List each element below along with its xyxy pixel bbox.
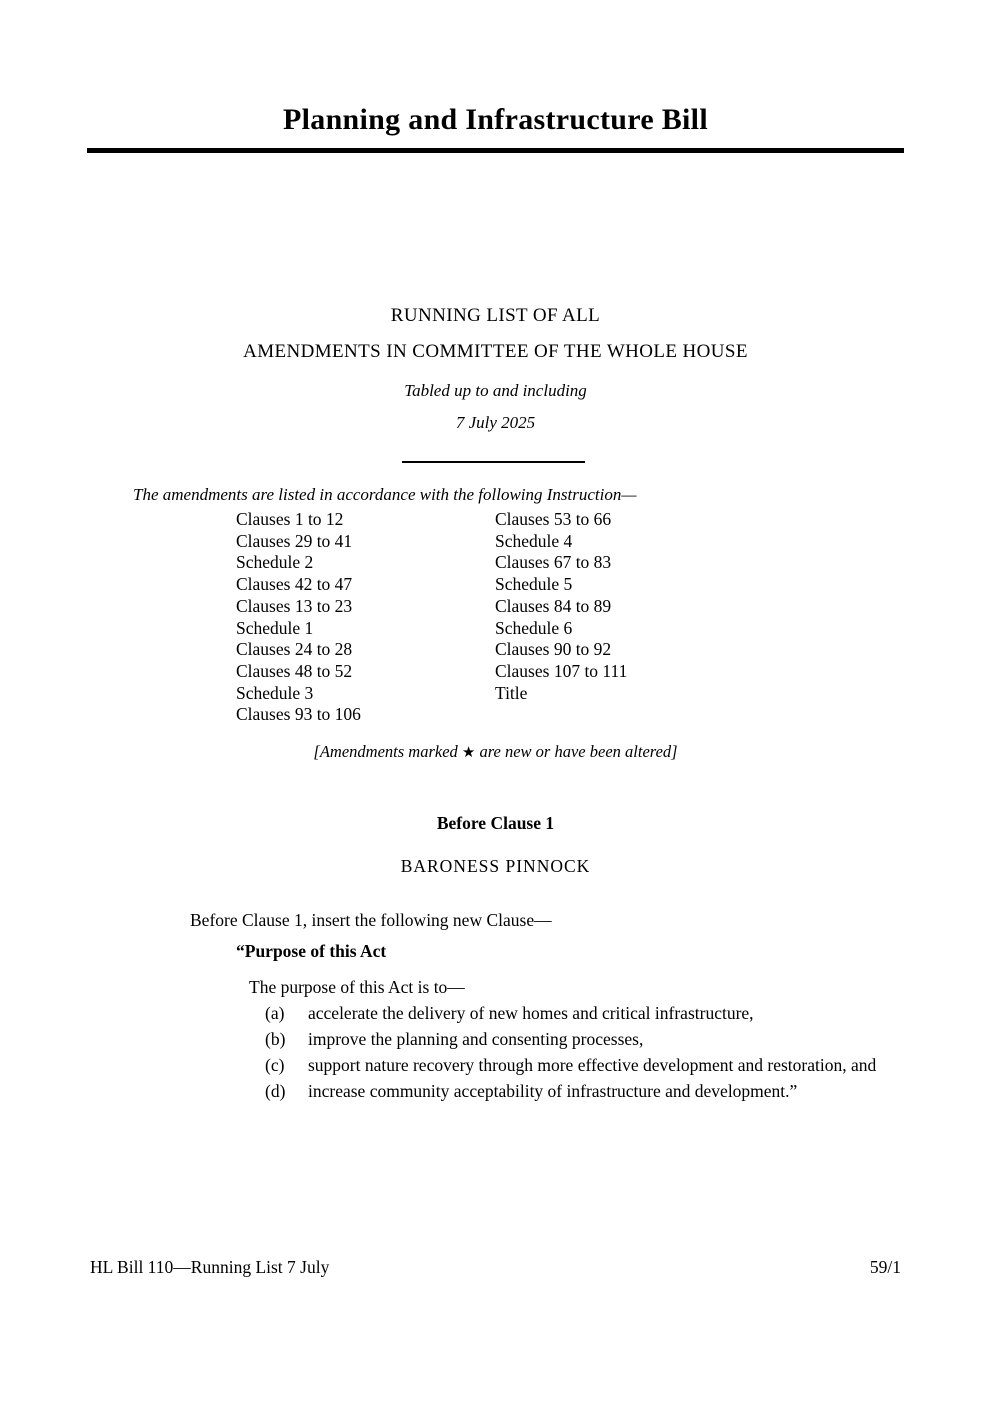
instruction-item: Schedule 4 [495, 530, 573, 551]
clause-item-text: accelerate the delivery of new homes and critical infrastructure, [308, 1003, 754, 1023]
instruction-item: Clauses 93 to 106 [236, 704, 361, 725]
mover-name: BARONESS PINNOCK [400, 856, 591, 876]
instruction-item: Clauses 1 to 12 [236, 509, 344, 529]
running-list-heading: RUNNING LIST OF ALL [390, 305, 601, 326]
clause-item [265, 1080, 878, 1103]
instruction-item: Clauses 42 to 47 [236, 574, 353, 595]
tabled-note: Tabled up to and including [404, 381, 587, 400]
instruction-item: Clauses 53 to 66 [495, 509, 612, 529]
instruction-column-2 [495, 509, 627, 704]
instruction-item: Title [495, 682, 528, 703]
instruction-item: Schedule 5 [495, 574, 573, 595]
page-title: Planning and Infrastructure Bill [283, 103, 708, 136]
instruction-item: Schedule 1 [236, 617, 314, 638]
instruction-item: Clauses 48 to 52 [236, 660, 353, 681]
footer [90, 1257, 901, 1278]
committee-heading: AMENDMENTS IN COMMITTEE OF THE WHOLE HOUSE [243, 341, 748, 362]
instruction-item: Clauses 84 to 89 [495, 595, 612, 616]
instruction-intro: The amendments are listed in accordance with the following Instruction— [133, 485, 637, 504]
clause-item-text: support nature recovery through more effective development and restoration, and [308, 1055, 877, 1075]
star-note [0, 742, 991, 762]
clause-item [265, 1054, 878, 1077]
instruction-item: Clauses 107 to 111 [495, 660, 628, 681]
clause-item-label: (c) [265, 1055, 285, 1075]
instruction-item: Clauses 67 to 83 [495, 552, 612, 573]
title-double-rule [87, 148, 904, 153]
clause-item-label: (d) [265, 1081, 286, 1101]
clause-item-text: improve the planning and consenting processes, [308, 1029, 644, 1049]
footer-page-number: 59/1 [869, 1257, 901, 1277]
clause-item [265, 1028, 878, 1051]
instruction-item: Clauses 29 to 41 [236, 530, 353, 551]
amendment-instruction: Before Clause 1, insert the following new Clause— [190, 910, 552, 930]
clause-item-label: (b) [265, 1029, 286, 1049]
instruction-item: Schedule 2 [236, 552, 314, 573]
clause-title: “Purpose of this Act [236, 941, 387, 961]
star-icon: ★ [461, 745, 476, 761]
star-note-prefix: [Amendments marked [313, 742, 462, 761]
clause-item-text: increase community acceptability of infrastructure and development.” [308, 1081, 798, 1101]
clause-item [265, 1002, 878, 1025]
footer-bill-reference: HL Bill 110—Running List 7 July [90, 1257, 330, 1277]
clause-item-list [265, 1002, 878, 1106]
instruction-item: Schedule 3 [236, 682, 314, 703]
instruction-item: Schedule 6 [495, 617, 573, 638]
instruction-item: Clauses 24 to 28 [236, 639, 353, 660]
instruction-column-1 [236, 509, 361, 726]
instruction-item: Clauses 13 to 23 [236, 595, 353, 616]
section-heading: Before Clause 1 [436, 813, 555, 833]
divider-rule [402, 461, 585, 463]
tabled-date: 7 July 2025 [455, 413, 536, 432]
clause-item-label: (a) [265, 1003, 285, 1023]
instruction-item: Clauses 90 to 92 [495, 639, 612, 660]
star-note-suffix: are new or have been altered] [475, 742, 678, 761]
clause-body-intro: The purpose of this Act is to— [249, 977, 465, 997]
